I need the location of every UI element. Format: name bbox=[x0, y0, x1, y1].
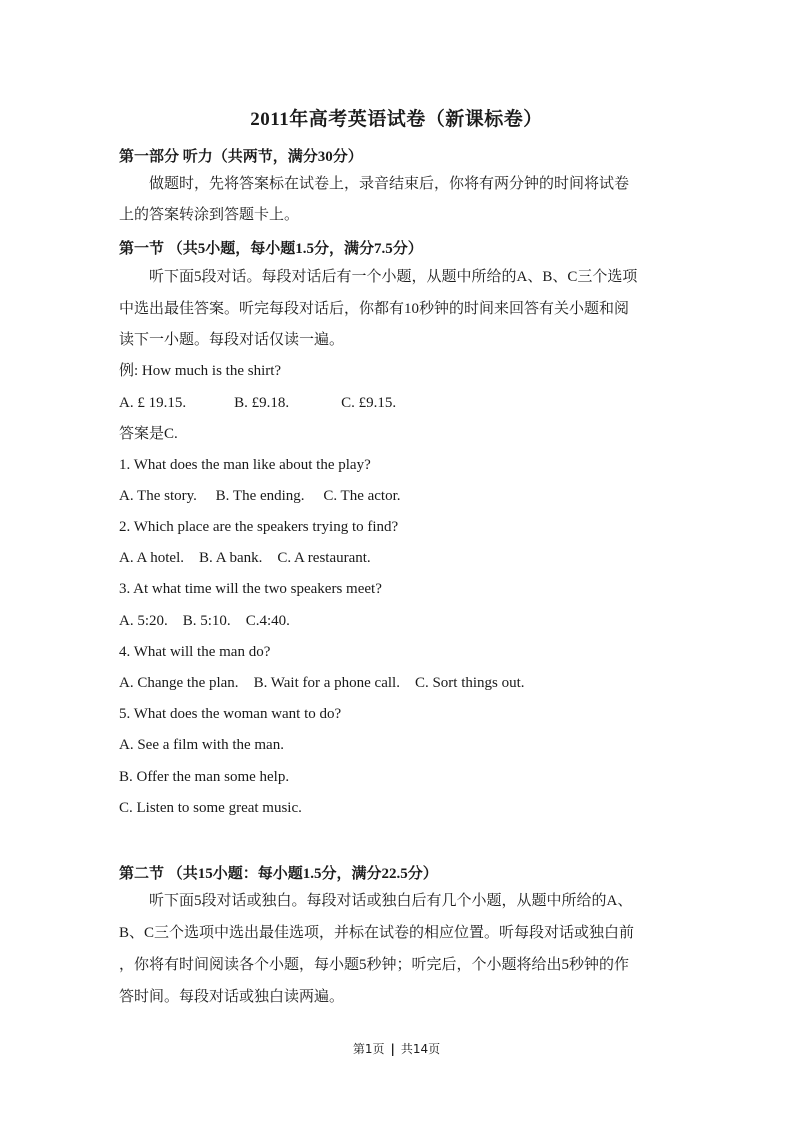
option-b: B. Wait for a phone call. bbox=[253, 675, 400, 691]
question-2: 2. Which place are the speakers trying to find? bbox=[119, 519, 399, 535]
option-c: C. The actor. bbox=[323, 488, 401, 504]
total-pages: 共14页 bbox=[400, 1042, 441, 1056]
section1-heading: 第一节 （共5小题，每小题1.5分，满分7.5分） bbox=[119, 241, 423, 257]
example-option-c: C. £9.15. bbox=[341, 395, 397, 411]
page-footer bbox=[0, 1040, 793, 1057]
option-b: B. 5:10. bbox=[182, 613, 231, 629]
part1-intro-line: 上的答案转涂到答题卡上。 bbox=[119, 207, 300, 223]
question-4-options bbox=[119, 668, 525, 699]
option-a: A. The story. bbox=[119, 488, 197, 504]
option-b: B. The ending. bbox=[215, 488, 305, 504]
part1-intro-line: 做题时，先将答案标在试卷上，录音结束后，你将有两分钟的时间将试卷 bbox=[149, 176, 630, 192]
example-option-b: B. £9.18. bbox=[234, 395, 290, 411]
question-5: 5. What does the woman want to do? bbox=[119, 706, 342, 722]
example-question: 例: How much is the shirt? bbox=[119, 363, 282, 379]
section2-heading: 第二节 （共15小题：每小题1.5分，满分22.5分） bbox=[119, 866, 438, 882]
question-5-option-a: A. See a film with the man. bbox=[119, 737, 284, 753]
option-c: C. Sort things out. bbox=[414, 675, 525, 691]
example-answer: 答案是C. bbox=[119, 426, 178, 442]
option-c: C.4:40. bbox=[245, 613, 290, 629]
option-a: A. 5:20. bbox=[119, 613, 168, 629]
question-5-option-c: C. Listen to some great music. bbox=[119, 800, 302, 816]
footer-separator: | bbox=[390, 1042, 395, 1056]
example-options bbox=[119, 388, 396, 419]
section1-intro-line: 读下一小题。每段对话仅读一遍。 bbox=[119, 332, 345, 348]
question-2-options bbox=[119, 543, 371, 574]
option-a: A. Change the plan. bbox=[119, 675, 239, 691]
page-title: 2011年高考英语试卷（新课标卷） bbox=[250, 109, 543, 130]
page-number: 第1页 bbox=[352, 1042, 385, 1056]
question-4: 4. What will the man do? bbox=[119, 644, 271, 660]
question-1-options bbox=[119, 481, 401, 512]
question-1: 1. What does the man like about the play? bbox=[119, 457, 371, 473]
option-c: C. A restaurant. bbox=[277, 550, 371, 566]
question-5-option-b: B. Offer the man some help. bbox=[119, 769, 290, 785]
section2-intro-line: 听下面5段对话或独白。每段对话或独白后有几个小题，从题中所给的A、 bbox=[149, 893, 633, 909]
section1-intro-line: 听下面5段对话。每段对话后有一个小题，从题中所给的A、B、C三个选项 bbox=[149, 269, 638, 285]
section2-intro-line: ，你将有时间阅读各个小题，每小题5秒钟；听完后，个小题将给出5秒钟的作 bbox=[119, 957, 630, 973]
question-3: 3. At what time will the two speakers meet? bbox=[119, 581, 382, 597]
option-a: A. A hotel. bbox=[119, 550, 185, 566]
part1-heading: 第一部分 听力（共两节，满分30分） bbox=[119, 149, 363, 165]
option-b: B. A bank. bbox=[199, 550, 263, 566]
section2-intro-line: B、C三个选项中选出最佳选项，并标在试卷的相应位置。听每段对话或独白前 bbox=[119, 925, 635, 941]
question-3-options bbox=[119, 606, 290, 637]
section1-intro-line: 中选出最佳答案。听完每段对话后，你都有10秒钟的时间来回答有关小题和阅 bbox=[119, 301, 630, 317]
example-option-a: A. £ 19.15. bbox=[119, 395, 187, 411]
section2-intro-line: 答时间。每段对话或独白读两遍。 bbox=[119, 989, 345, 1005]
